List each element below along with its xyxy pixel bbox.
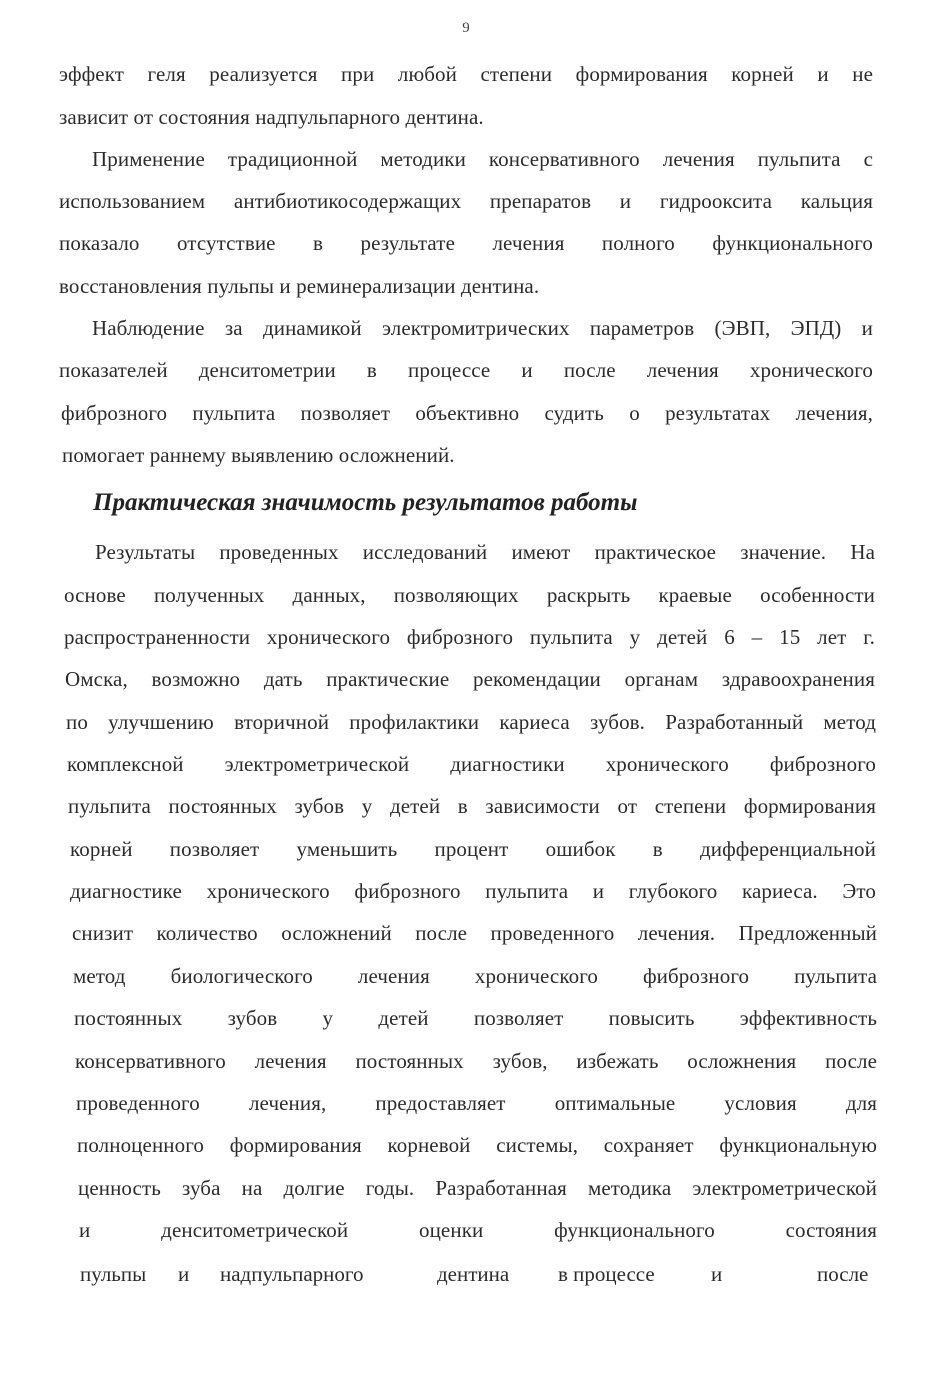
text-line: метод биологического лечения хронического фиброзного пульпита <box>73 964 877 988</box>
text-line: Результаты проведенных исследований имеют практическое значение. На <box>95 540 875 564</box>
text-line: восстановления пульпы и реминерализации дентина. <box>59 274 540 298</box>
text-line: Наблюдение за динамикой электромитрических параметров (ЭВП, ЭПД) и <box>92 316 873 340</box>
text-line: зависит от состояния надпульпарного дентина. <box>59 105 484 129</box>
last-line-word: дентина <box>437 1262 510 1286</box>
text-line: пульпита постоянных зубов у детей в зависимости от степени формирования <box>68 794 876 818</box>
page-number: 9 <box>462 20 470 36</box>
text-line: комплексной электрометрической диагностики хронического фиброзного <box>67 752 876 776</box>
text-line: консервативного лечения постоянных зубов, избежать осложнения после <box>75 1049 877 1073</box>
last-line-word: после <box>817 1262 869 1286</box>
text-line: распространенности хронического фиброзного пульпита у детей 6 – 15 лет г. <box>64 625 875 649</box>
text-line: использованием антибиотикосодержащих препаратов и гидрооксита кальция <box>59 189 873 213</box>
text-line: полноценного формирования корневой системы, сохраняет функциональную <box>77 1133 877 1157</box>
section-heading: Практическая значимость результатов работы <box>93 489 638 516</box>
text-line: по улучшению вторичной профилактики кариеса зубов. Разработанный метод <box>66 710 876 734</box>
text-line: Применение традиционной методики консервативного лечения пульпита с <box>92 147 873 171</box>
last-line-word: в процессе <box>558 1262 655 1286</box>
text-line: проведенного лечения, предоставляет оптимальные условия для <box>76 1091 877 1115</box>
text-line: ценность зуба на долгие годы. Разработанная методика электрометрической <box>78 1176 877 1200</box>
text-line: показателей денситометрии в процессе и после лечения хронического <box>59 358 873 382</box>
text-line: и денситометрической оценки функционального состояния <box>79 1218 877 1242</box>
last-line-word: надпульпарного <box>220 1262 364 1286</box>
last-line-word: пульпы <box>80 1262 147 1286</box>
text-line: Омска, возможно дать практические рекомендации органам здравоохранения <box>65 667 875 691</box>
text-line: снизит количество осложнений после проведенного лечения. Предложенный <box>72 921 877 945</box>
text-line: помогает раннему выявлению осложнений. <box>62 443 455 467</box>
text-line: корней позволяет уменьшить процент ошибок в дифференциальной <box>70 837 876 861</box>
last-line-word: и <box>711 1262 723 1286</box>
text-line: постоянных зубов у детей позволяет повысить эффективность <box>74 1006 877 1030</box>
text-line: фиброзного пульпита позволяет объективно судить о результатах лечения, <box>61 401 873 425</box>
text-line: диагностике хронического фиброзного пульпита и глубокого кариеса. Это <box>70 879 876 903</box>
text-line: эффект геля реализуется при любой степени формирования корней и не <box>59 62 873 86</box>
last-line-word: и <box>178 1262 190 1286</box>
text-line: основе полученных данных, позволяющих раскрыть краевые особенности <box>64 583 875 607</box>
text-line: показало отсутствие в результате лечения полного функционального <box>59 231 873 255</box>
